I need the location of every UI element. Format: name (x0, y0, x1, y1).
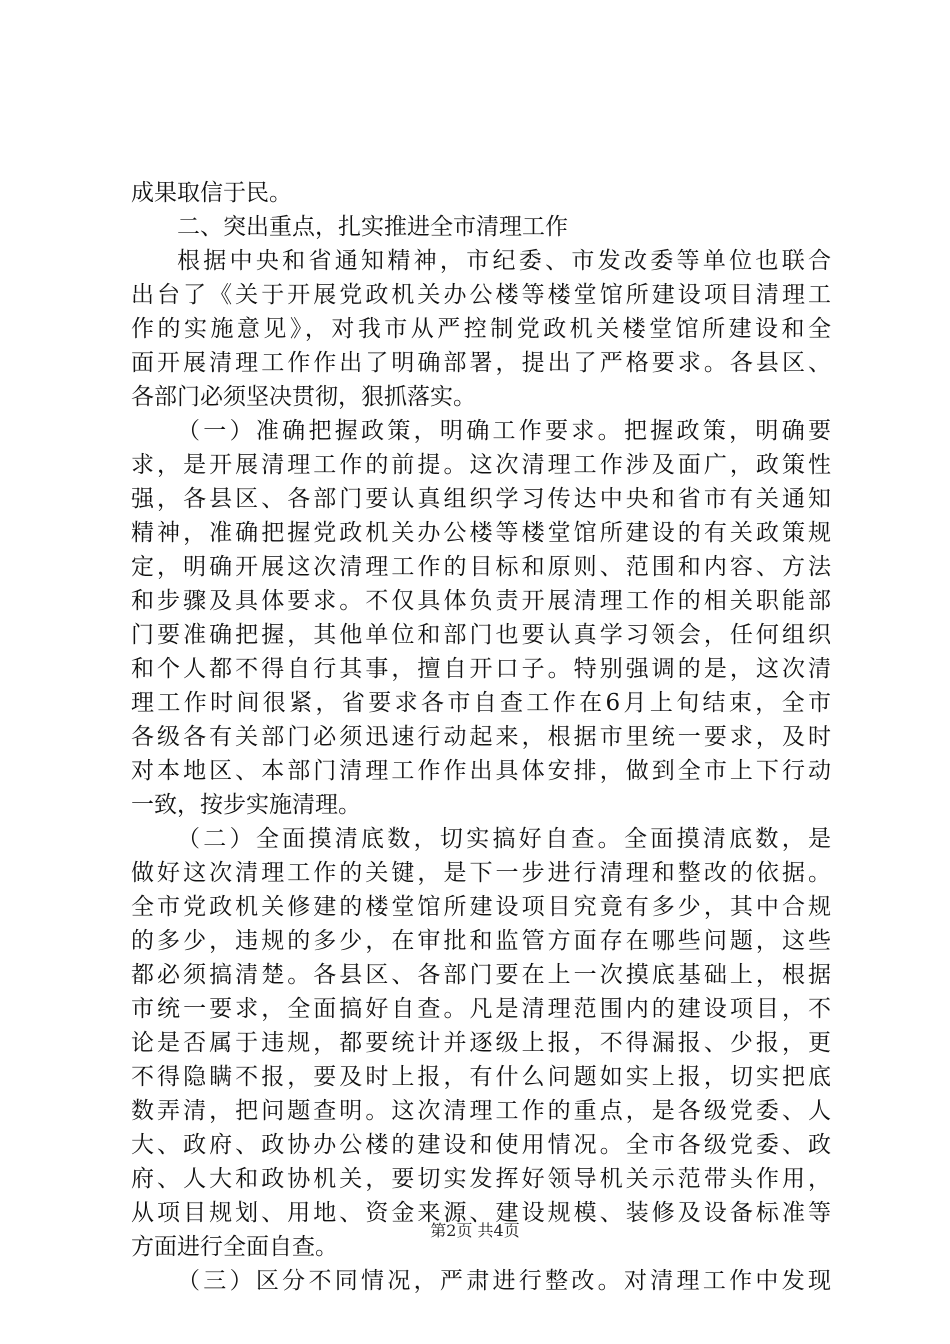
text-line: 全市党政机关修建的楼堂馆所建设项目究竟有多少，其中合规 (131, 894, 831, 920)
page-footer: 第2页 共4页 (430, 1221, 520, 1240)
text-line: 和步骤及具体要求。不仅具体负责开展清理工作的相关职能部 (131, 588, 831, 614)
text-line: 从项目规划、用地、资金来源、建设规模、装修及设备标准等 (131, 1200, 831, 1226)
text-line: 大、政府、政协办公楼的建设和使用情况。全市各级党委、政 (131, 1132, 831, 1158)
text-line: 门要准确把握，其他单位和部门也要认真学习领会，任何组织 (131, 622, 831, 648)
text-line: 数弄清，把问题查明。这次清理工作的重点，是各级党委、人 (131, 1098, 831, 1124)
text-line: 求，是开展清理工作的前提。这次清理工作涉及面广，政策性 (131, 452, 831, 478)
text-line: 强，各县区、各部门要认真组织学习传达中央和省市有关通知 (131, 486, 831, 512)
text-line: 各部门必须坚决贯彻，狠抓落实。 (131, 384, 476, 410)
text-line: 各级各有关部门必须迅速行动起来，根据市里统一要求，及时 (131, 724, 831, 750)
text-line: 府、人大和政协机关，要切实发挥好领导机关示范带头作用， (131, 1166, 831, 1192)
text-line: 成果取信于民。 (131, 180, 292, 206)
text-line: （三）区分不同情况，严肃进行整改。对清理工作中发现 (177, 1268, 831, 1294)
text-line: 都必须搞清楚。各县区、各部门要在上一次摸底基础上，根据 (131, 962, 831, 988)
text-line: 一致，按步实施清理。 (131, 792, 361, 818)
text-line: 方面进行全面自查。 (131, 1234, 338, 1260)
text-line: 和个人都不得自行其事，擅自开口子。特别强调的是，这次清 (131, 656, 831, 682)
text-line: （一）准确把握政策，明确工作要求。把握政策，明确要 (177, 418, 831, 444)
text-line: （二）全面摸清底数，切实搞好自查。全面摸清底数，是 (177, 826, 831, 852)
text-line: 论是否属于违规，都要统计并逐级上报，不得漏报、少报，更 (131, 1030, 831, 1056)
text-line: 做好这次清理工作的关键，是下一步进行清理和整改的依据。 (131, 860, 831, 886)
text-line: 的多少，违规的多少，在审批和监管方面存在哪些问题，这些 (131, 928, 831, 954)
text-line: 面开展清理工作作出了明确部署，提出了严格要求。各县区、 (131, 350, 831, 376)
text-line: 定，明确开展这次清理工作的目标和原则、范围和内容、方法 (131, 554, 831, 580)
text-line: 二、突出重点，扎实推进全市清理工作 (177, 214, 568, 240)
text-line: 根据中央和省通知精神，市纪委、市发改委等单位也联合 (177, 248, 831, 274)
text-line: 精神，准确把握党政机关办公楼等楼堂馆所建设的有关政策规 (131, 520, 831, 546)
text-line: 对本地区、本部门清理工作作出具体安排，做到全市上下行动 (131, 758, 831, 784)
document-body (131, 176, 831, 1298)
text-line: 理工作时间很紧，省要求各市自查工作在6月上旬结束，全市 (131, 690, 831, 716)
text-line: 市统一要求，全面搞好自查。凡是清理范围内的建设项目，不 (131, 996, 831, 1022)
text-line: 不得隐瞒不报，要及时上报，有什么问题如实上报，切实把底 (131, 1064, 831, 1090)
text-line: 出台了《关于开展党政机关办公楼等楼堂馆所建设项目清理工 (131, 282, 831, 308)
text-line: 作的实施意见》，对我市从严控制党政机关楼堂馆所建设和全 (131, 316, 831, 342)
